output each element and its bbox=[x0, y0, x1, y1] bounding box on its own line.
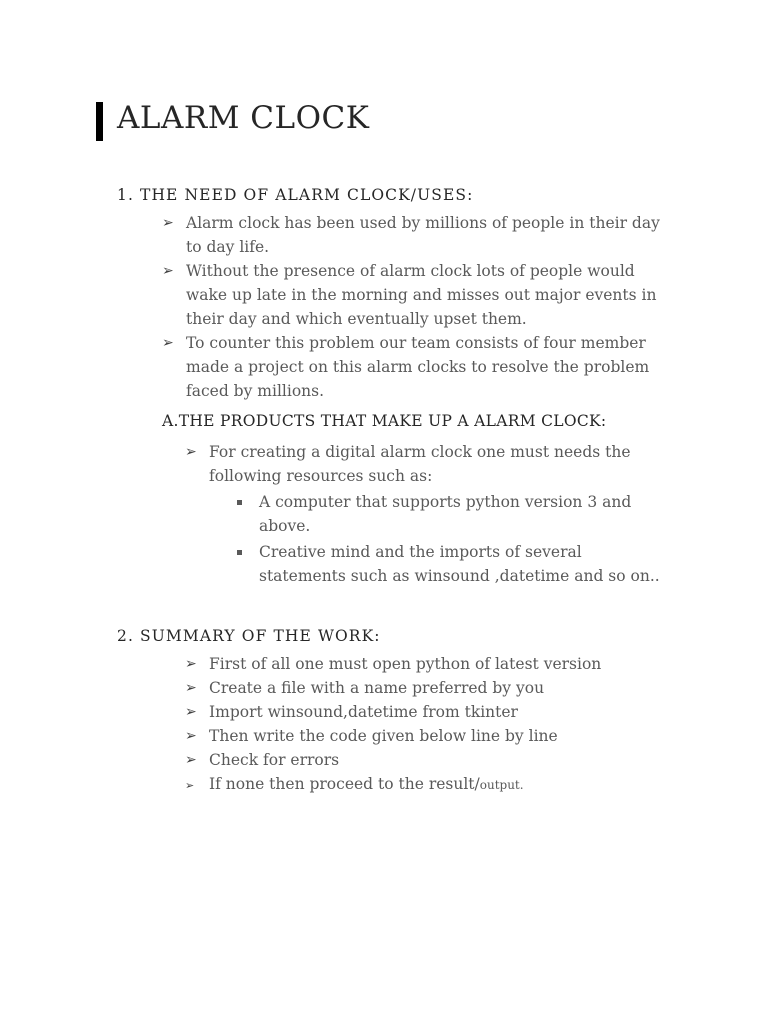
section-2-number: 2. bbox=[117, 627, 134, 645]
list-item: A computer that supports python version 3 and above. bbox=[259, 490, 679, 538]
list-item: ➢ First of all one must open python of latest version bbox=[209, 652, 669, 676]
section-1-number: 1. bbox=[117, 186, 134, 204]
arrow-bullet-icon: ➢ bbox=[185, 704, 197, 720]
arrow-bullet-icon: ➢ bbox=[185, 680, 197, 696]
section-2-title: SUMMARY OF THE WORK: bbox=[140, 627, 381, 645]
arrow-bullet-icon: ➢ bbox=[162, 335, 174, 351]
arrow-bullet-icon: ➢ bbox=[185, 779, 195, 792]
arrow-bullet-icon: ➢ bbox=[162, 263, 174, 279]
arrow-bullet-icon: ➢ bbox=[185, 444, 197, 460]
subsection-a-heading: A.THE PRODUCTS THAT MAKE UP A ALARM CLOCK: bbox=[162, 412, 607, 430]
list-item: ➢ If none then proceed to the result/output. bbox=[209, 772, 669, 797]
page-title: ALARM CLOCK bbox=[117, 100, 370, 136]
arrow-bullet-icon: ➢ bbox=[185, 728, 197, 744]
title-accent-bar bbox=[96, 102, 103, 141]
list-item: ➢ Alarm clock has been used by millions of people in their day to day life. bbox=[186, 211, 666, 259]
arrow-bullet-icon: ➢ bbox=[162, 215, 174, 231]
square-bullet-icon bbox=[237, 500, 242, 505]
section-1-heading bbox=[117, 183, 473, 207]
section-2-list bbox=[185, 652, 669, 797]
arrow-bullet-icon: ➢ bbox=[185, 656, 197, 672]
list-item: ➢ For creating a digital alarm clock one must needs the following resources such as: bbox=[209, 440, 669, 488]
square-bullet-icon bbox=[237, 550, 242, 555]
arrow-bullet-icon: ➢ bbox=[185, 752, 197, 768]
list-item: ➢ To counter this problem our team consists of four member made a project on this alarm clocks to resolve the problem faced by millions. bbox=[186, 331, 666, 403]
section-1-list bbox=[162, 211, 666, 403]
list-item: ➢ Create a file with a name preferred by you bbox=[209, 676, 669, 700]
list-item: ➢ Then write the code given below line by line bbox=[209, 724, 669, 748]
subsection-a-sublist bbox=[259, 490, 679, 588]
list-item: ➢ Check for errors bbox=[209, 748, 669, 772]
section-2-heading bbox=[117, 624, 381, 648]
list-item: ➢ Without the presence of alarm clock lots of people would wake up late in the morning and misses out major events in their day and which eventually upset them. bbox=[186, 259, 666, 331]
subsection-a-list bbox=[185, 440, 669, 488]
list-item: Creative mind and the imports of several statements such as winsound ,datetime and so on.. bbox=[259, 540, 679, 588]
section-1-title: THE NEED OF ALARM CLOCK/USES: bbox=[140, 186, 474, 204]
list-item: ➢ Import winsound,datetime from tkinter bbox=[209, 700, 669, 724]
